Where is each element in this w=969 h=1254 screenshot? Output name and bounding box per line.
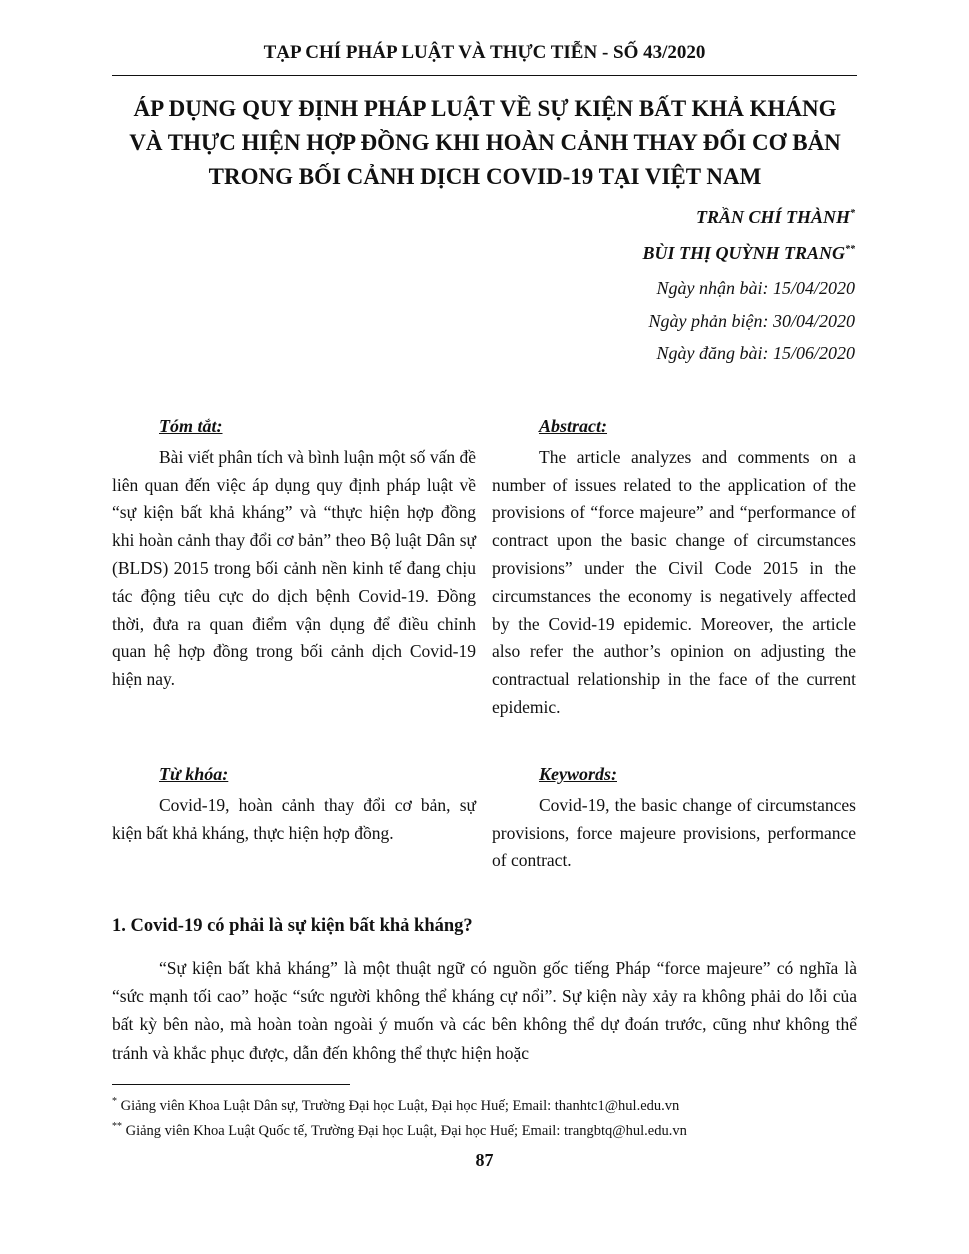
keywords-en (492, 761, 856, 875)
reviewed-value: 30/04/2020 (772, 311, 855, 331)
footnote-divider (112, 1084, 350, 1085)
keywords-vi (112, 761, 476, 847)
author-1-name: TRẦN CHÍ THÀNH (695, 207, 850, 227)
journal-header: TẠP CHÍ PHÁP LUẬT VÀ THỰC TIỄN - SỐ 43/2020 (263, 42, 706, 63)
summary-vi-text: Bài viết phân tích và bình luận một số vấn đề liên quan đến việc áp dụng quy định pháp luật về “sự kiện bất khả kháng” và “thực hiện hợp đồng khi hoàn cảnh thay đổi cơ bản” theo Bộ luật Dân sự (BLDS) 2015 trong bối cảnh nền kinh tế đang chịu tác động tiêu cực do dịch bệnh Covid-19. Đồng thời, đưa ra quan điểm vận dụng để điều chỉnh quan hệ hợp đồng trong bối cảnh dịch Covid-19 hiện nay. (112, 446, 476, 690)
keywords-en-text: Covid-19, the basic change of circumstances provisions, force majeure provisions, performance of contract. (492, 794, 856, 871)
reviewed-label: Ngày phản biện: (648, 311, 773, 331)
footnote-2-mark: ** (112, 1121, 122, 1132)
reviewed-date (455, 311, 855, 332)
header-divider (112, 75, 857, 76)
author-2-footnote-mark: ** (845, 244, 855, 255)
summary-en (492, 413, 856, 722)
footnote-2-text: Giảng viên Khoa Luật Quốc tế, Trường Đại học Luật, Đại học Huế; Email: trangbtq@hul.edu.vn (122, 1122, 687, 1139)
keywords-en-label: Keywords: (539, 764, 617, 784)
published-value: 15/06/2020 (772, 343, 855, 363)
section-1-text: “Sự kiện bất khả kháng” là một thuật ngữ có nguồn gốc tiếng Pháp “force majeure” có nghĩa là “sức mạnh tối cao” hoặc “sức người không thể kháng cự nổi”. Sự kiện này xảy ra không phải do lỗi của bất kỳ bên nào, mà hoàn toàn ngoài ý muốn và các bên không thể dự đoán trước, cũng như không thể tránh và khắc phục được, dẫn đến không thể thực hiện hoặc (112, 958, 857, 1063)
summary-en-text: The article analyzes and comments on a number of issues related to the application of the provisions of “force majeure” and “performance of contract upon the basic change of circumstances provisions” under the Civil Code 2015 in the circumstances the economy is negatively affected by the Covid-19 epidemic. Moreover, the article also refer the author’s opinion on adjusting the contractual relationship in the face of the current epidemic. (492, 446, 856, 717)
keywords-vi-text: Covid-19, hoàn cảnh thay đổi cơ bản, sự kiện bất khả kháng, thực hiện hợp đồng. (112, 794, 476, 843)
article-title (100, 92, 870, 194)
author-1-footnote-mark: * (850, 208, 855, 219)
published-date (455, 343, 855, 364)
published-label: Ngày đăng bài: (656, 343, 773, 363)
page-number: 87 (475, 1150, 494, 1170)
summary-vi (112, 413, 476, 694)
section-1-heading: 1. Covid-19 có phải là sự kiện bất khả kháng? (112, 916, 473, 936)
received-date (455, 278, 855, 299)
author-2-name: BÙI THỊ QUỲNH TRANG (642, 243, 845, 263)
title-line-2: VÀ THỰC HIỆN HỢP ĐỒNG KHI HOÀN CẢNH THAY ĐỔI CƠ BẢN (129, 130, 841, 155)
footnote-1-text: Giảng viên Khoa Luật Dân sự, Trường Đại học Luật, Đại học Huế; Email: thanhtc1@hul.edu.vn (117, 1097, 680, 1114)
title-line-1: ÁP DỤNG QUY ĐỊNH PHÁP LUẬT VỀ SỰ KIỆN BẤT KHẢ KHÁNG (133, 96, 837, 121)
author-2 (455, 243, 855, 264)
footnote-2 (112, 1121, 687, 1140)
received-value: 15/04/2020 (772, 278, 855, 298)
summary-vi-label: Tóm tắt: (159, 416, 223, 436)
footnote-1 (112, 1096, 679, 1115)
keywords-vi-label: Từ khóa: (159, 764, 229, 784)
author-1 (455, 207, 855, 228)
footnote-1-mark: * (112, 1096, 117, 1107)
summary-en-label: Abstract: (539, 416, 608, 436)
received-label: Ngày nhận bài: (656, 278, 773, 298)
title-line-3: TRONG BỐI CẢNH DỊCH COVID-19 TẠI VIỆT NAM (208, 164, 762, 189)
